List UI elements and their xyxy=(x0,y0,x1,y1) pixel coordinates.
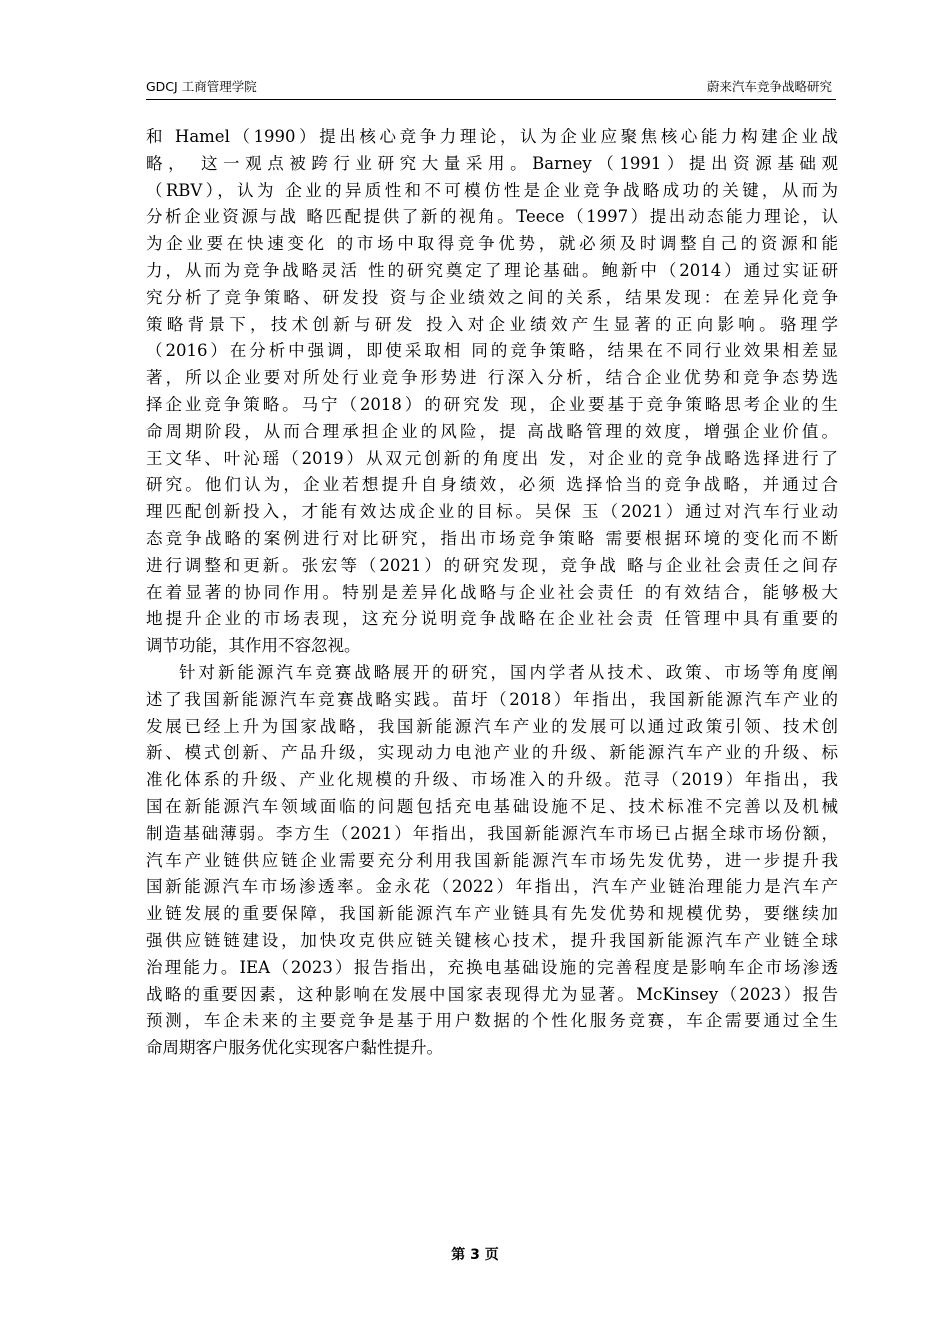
text-line: 略， 这一观点被跨行业研究大量采用。Barney（1991）提出资源基础观 xyxy=(146,153,838,173)
text-line: 战略的重要因素，这种影响在发展中国家表现得尤为显著。McKinsey（2023）报告 xyxy=(146,984,838,1004)
text-line: 治理能力。IEA（2023）报告指出，充换电基础设施的完善程度是影响车企市场渗透 xyxy=(146,957,838,977)
text-line: 究分析了竞争策略、研发投 资与企业绩效之间的关系，结果发现：在差异化竞争 xyxy=(146,287,838,307)
text-line: 在着显著的协同作用。特别是差异化战略与企业社会责任 的有效结合，能够极大 xyxy=(146,582,838,602)
document-body xyxy=(146,124,838,1062)
text-line: 命周期客户服务优化实现客户黏性提升。 xyxy=(146,1038,443,1058)
text-line: 策略背景下，技术创新与研发 投入对企业绩效产生显著的正向影响。骆理学 xyxy=(146,314,838,334)
text-line: 态竞争战略的案例进行对比研究，指出市场竞争策略 需要根据环境的变化而不断 xyxy=(146,528,838,548)
text-line: 和 Hamel（1990）提出核心竞争力理论，认为企业应聚焦核心能力构建企业战 xyxy=(146,127,838,146)
text-line: 针对新能源汽车竞赛战略展开的研究，国内学者从技术、政策、市场等角度阐 xyxy=(179,662,838,682)
header-divider xyxy=(146,99,836,100)
text-line: 强供应链链建设，加快攻克供应链关键核心技术，提升我国新能源汽车产业链全球 xyxy=(146,930,838,950)
paragraph xyxy=(146,660,838,1062)
text-line: 国在新能源汽车领域面临的问题包括充电基础设施不足、技术标准不完善以及机械 xyxy=(146,796,838,816)
text-line: 著，所以企业要对所处行业竞争形势进 行深入分析，结合企业优势和竞争态势选 xyxy=(146,368,838,388)
text-line: （RBV），认为 企业的异质性和不可模仿性是企业竞争战略成功的关键，从而为 xyxy=(146,180,838,200)
text-line: 业链发展的重要保障，我国新能源汽车产业链具有先发优势和规模优势，要继续加 xyxy=(146,904,838,924)
page-header xyxy=(146,76,836,98)
text-line: 述了我国新能源汽车竞赛战略实践。苗圩（2018）年指出，我国新能源汽车产业的 xyxy=(146,689,838,709)
text-line: 发展已经上升为国家战略，我国新能源汽车产业的发展可以通过政策引领、技术创 xyxy=(146,716,838,736)
text-line: 理匹配创新投入，才能有效达成企业的目标。吴保 玉（2021）通过对汽车行业动 xyxy=(146,502,838,522)
text-line: 力，从而为竞争战略灵活 性的研究奠定了理论基础。鲍新中（2014）通过实证研 xyxy=(146,260,838,280)
header-institution: GDCJ 工商管理学院 xyxy=(146,79,257,94)
header-document-title: 蔚来汽车竞争战略研究 xyxy=(706,79,832,94)
text-line: 汽车产业链供应链企业需要充分利用我国新能源汽车市场先发优势，进一步提升我 xyxy=(146,850,838,870)
paragraph xyxy=(146,124,838,660)
text-line: 制造基础薄弱。李方生（2021）年指出，我国新能源汽车市场已占据全球市场份额， xyxy=(146,823,838,843)
text-line: 研究。他们认为，企业若想提升自身绩效，必须 选择恰当的竞争战略，并通过合 xyxy=(146,475,838,495)
text-line: 预测，车企未来的主要竞争是基于用户数据的个性化服务竞赛，车企需要通过全生 xyxy=(146,1011,838,1031)
text-line: （2016）在分析中强调，即使采取相 同的竞争策略，结果在不同行业效果相差显 xyxy=(146,341,838,361)
text-line: 择企业竞争策略。马宁（2018）的研究发 现，企业要基于竞争策略思考企业的生 xyxy=(146,394,838,414)
text-line: 新、模式创新、产品升级，实现动力电池产业的升级、新能源汽车产业的升级、标 xyxy=(146,743,838,763)
text-line: 地提升企业的市场表现，这充分说明竞争战略在企业社会责 任管理中具有重要的 xyxy=(146,609,838,629)
text-line: 准化体系的升级、产业化规模的升级、市场准入的升级。范寻（2019）年指出，我 xyxy=(146,770,838,790)
page-number: 第 3 页 xyxy=(451,1247,499,1263)
text-line: 国新能源汽车市场渗透率。金永花（2022）年指出，汽车产业链治理能力是汽车产 xyxy=(146,877,838,897)
text-line: 进行调整和更新。张宏等（2021）的研究发现，竞争战 略与企业社会责任之间存 xyxy=(146,555,838,575)
text-line: 调节功能，其作用不容忽视。 xyxy=(146,636,361,656)
text-line: 命周期阶段，从而合理承担企业的风险，提 高战略管理的效度，增强企业价值。 xyxy=(146,421,838,441)
text-line: 王文华、叶沁瑶（2019）从双元创新的角度出 发，对企业的竞争战略选择进行了 xyxy=(146,448,838,468)
text-line: 为企业要在快速变化 的市场中取得竞争优势，就必须及时调整自己的资源和能 xyxy=(146,234,838,254)
text-line: 分析企业资源与战 略匹配提供了新的视角。Teece（1997）提出动态能力理论，认 xyxy=(146,207,838,227)
